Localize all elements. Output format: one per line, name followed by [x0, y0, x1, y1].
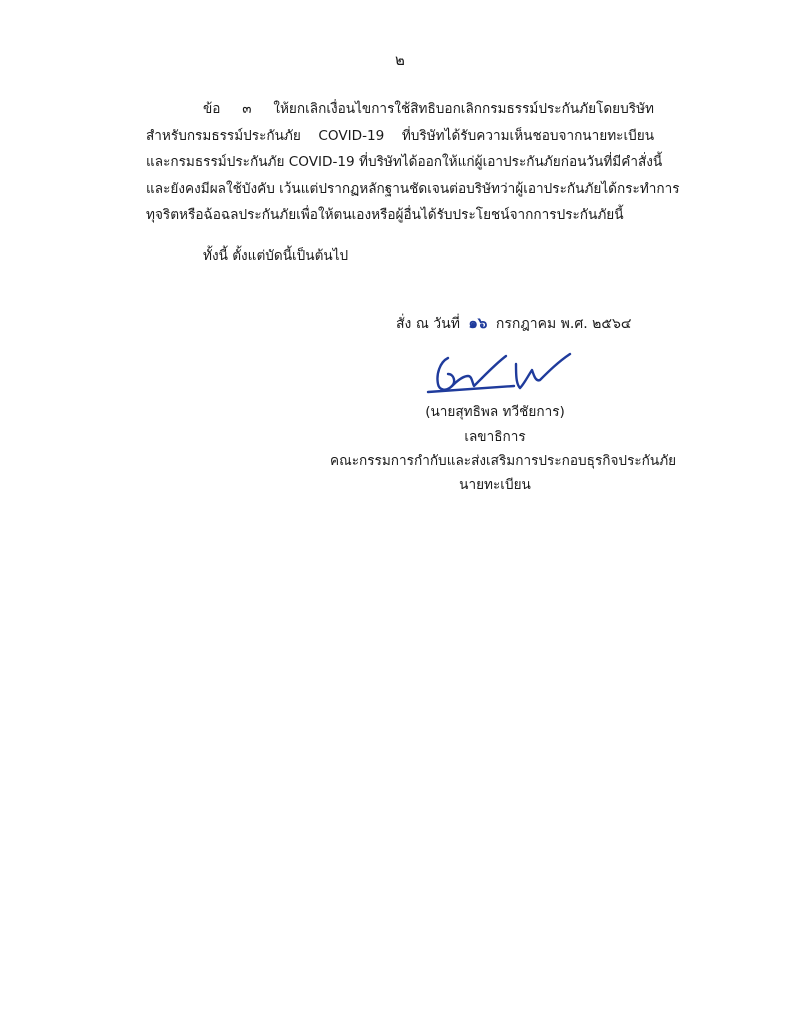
signatory-title: เลขาธิการ	[464, 429, 526, 445]
paragraph-line-2: สำหรับกรมธรรม์ประกันภัย COVID-19 ที่บริษัทได้รับความเห็นชอบจากนายทะเบียน	[146, 128, 654, 144]
paragraph-line-1: ข้อ ๓ ให้ยกเลิกเงื่อนไขการใช้สิทธิบอกเลิกกรมธรรม์ประกันภัยโดยบริษัท	[203, 101, 654, 117]
signatory-organization: คณะกรรมการกำกับและส่งเสริมการประกอบธุรกิจประกันภัย	[330, 453, 677, 469]
date-prefix: สั่ง ณ วันที่	[396, 316, 460, 332]
paragraph-line-4: และยังคงมีผลใช้บังคับ เว้นแต่ปรากฏหลักฐานชัดเจนต่อบริษัทว่าผู้เอาประกันภัยได้กระทำการ	[146, 181, 680, 197]
date-day: ๑๖	[468, 314, 488, 332]
signatory-name: (นายสุทธิพล ทวีชัยการ)	[425, 404, 565, 420]
signatory-role: นายทะเบียน	[459, 477, 531, 493]
page-number: ๒	[395, 51, 405, 69]
paragraph-line-3: และกรมธรรม์ประกันภัย COVID-19 ที่บริษัทได้ออกให้แก่ผู้เอาประกันภัยก่อนวันที่มีคำสั่งนี้	[146, 154, 663, 170]
paragraph-line-5: ทุจริตหรือฉ้อฉลประกันภัยเพื่อให้ตนเองหรือผู้อื่นได้รับประโยชน์จากการประกันภัยนี้	[146, 207, 624, 223]
date-month-year: กรกฎาคม พ.ศ. ๒๕๖๔	[495, 316, 632, 332]
closing-statement: ทั้งนี้ ตั้งแต่บัดนี้เป็นต้นไป	[203, 248, 349, 264]
issue-date	[396, 311, 631, 335]
handwritten-signature	[424, 340, 574, 402]
